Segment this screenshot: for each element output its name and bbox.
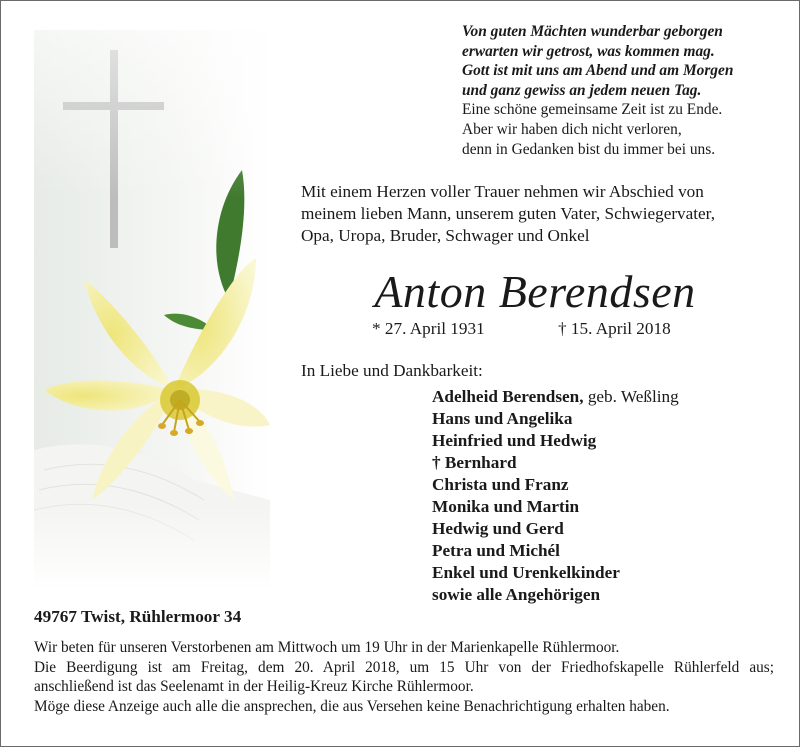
cross-and-lily-image <box>34 30 270 590</box>
mourner-entry: Christa und Franz <box>432 475 569 494</box>
mourner-entry: sowie alle Angehörigen <box>432 585 601 604</box>
intro-text <box>301 181 791 247</box>
prayer-notice: Wir beten für unseren Verstorbenen am Mittwoch um 19 Uhr in der Marienkapelle Rühlermoor. <box>34 639 620 656</box>
death-date: † 15. April 2018 <box>558 319 671 338</box>
poem-line: Gott ist mit uns am Abend und am Morgen <box>462 62 734 80</box>
poem-line: Von guten Mächten wunderbar geborgen <box>462 23 723 40</box>
mourner-entry: Heinfried und Hedwig <box>432 431 597 450</box>
maiden-name: geb. Weßling <box>583 387 679 406</box>
poem-line: Eine schöne gemeinsame Zeit ist zu Ende. <box>462 101 723 119</box>
mourner-entry: Enkel und Urenkelkinder <box>432 563 620 582</box>
poem-line: erwarten wir getrost, was kommen mag. <box>462 42 715 60</box>
mourner-entry <box>432 386 679 408</box>
birth-date: * 27. April 1931 <box>372 319 485 338</box>
mourner-entry: Monika und Martin <box>432 497 580 516</box>
funeral-notice-line: Die Beerdigung ist am Freitag, dem 20. April 2018, um 15 Uhr von der Friedhofskapelle Rühlerfeld aus; <box>34 658 774 676</box>
mourner-entry: Hans und Angelika <box>432 409 573 428</box>
intro-line: Opa, Uropa, Bruder, Schwager und Onkel <box>301 226 590 245</box>
intro-line: Mit einem Herzen voller Trauer nehmen wir Abschied von <box>301 182 704 201</box>
poem <box>462 22 792 159</box>
mourner-entry: † Bernhard <box>432 453 517 472</box>
poem-line: Aber wir haben dich nicht verloren, <box>462 120 682 138</box>
intro-line: meinem lieben Mann, unserem guten Vater, Schwiegervater, <box>301 204 716 223</box>
mourners-heading: In Liebe und Dankbarkeit: <box>301 361 483 380</box>
mourners-list <box>432 386 679 606</box>
poem-line: denn in Gedanken bist du immer bei uns. <box>462 140 716 158</box>
life-dates <box>372 318 732 340</box>
mourner-entry: Petra und Michél <box>432 541 560 560</box>
mourner-name: Adelheid Berendsen, <box>432 387 584 406</box>
deceased-name: Anton Berendsen <box>374 266 696 317</box>
closing-notice: Möge diese Anzeige auch alle die ansprechen, die aus Versehen keine Benachrichtigung erhalten haben. <box>34 697 670 715</box>
service-notice <box>34 638 774 716</box>
funeral-notice-line: anschließend ist das Seelenamt in der Heilig-Kreuz Kirche Rühlermoor. <box>34 678 474 695</box>
mourner-entry: Hedwig und Gerd <box>432 519 564 538</box>
family-address: 49767 Twist, Rühlermoor 34 <box>34 607 242 626</box>
poem-line: und ganz gewiss an jedem neuen Tag. <box>462 81 702 99</box>
